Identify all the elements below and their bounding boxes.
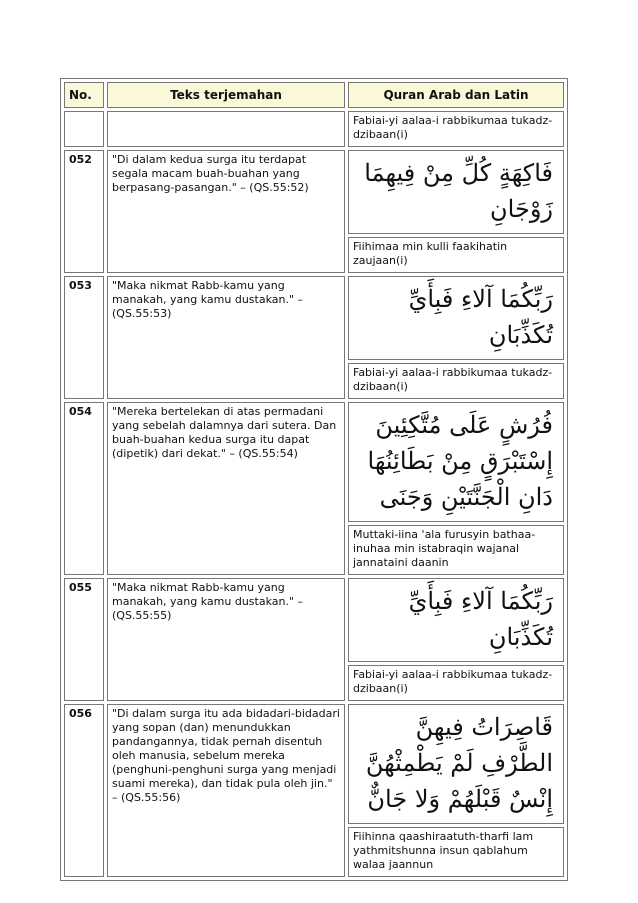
verse-translation: "Maka nikmat Rabb-kamu yang manakah, yang kamu dustakan." – (QS.55:53): [107, 276, 345, 399]
latin-transliteration: Fabiai-yi aalaa-i rabbikumaa tukadz-dzibaan(i): [348, 363, 564, 399]
verse-number: 052: [64, 150, 104, 273]
table-row: [64, 578, 564, 662]
cell-no: [64, 111, 104, 147]
table-row: [64, 150, 564, 234]
latin-transliteration: Muttaki-iina 'ala furusyin bathaa-inuhaa min istabraqin wajanal jannataini daanin: [348, 525, 564, 575]
arabic-text: رَبِّكُمَا آلاءِ فَبِأَيِّ تُكَذِّبَانِ: [348, 276, 564, 360]
verse-table: [60, 78, 568, 881]
verse-number: 056: [64, 704, 104, 877]
verse-number: 053: [64, 276, 104, 399]
arabic-text: فَاكِهَةٍ كُلِّ مِنْ فِيهِمَا زَوْجَانِ: [348, 150, 564, 234]
latin-transliteration: Fabiai-yi aalaa-i rabbikumaa tukadz-dzibaan(i): [348, 665, 564, 701]
arabic-text: فُرُشٍ عَلَى مُتَّكِئِينَ إِسْتَبْرَقٍ مِنْ بَطَائِنُهَا دَانِ الْجَنَّتَيْنِ وَجَنَى: [348, 402, 564, 522]
verse-number: 055: [64, 578, 104, 701]
table-row: [64, 111, 564, 147]
verse-number: 054: [64, 402, 104, 575]
table-row: [64, 276, 564, 360]
latin-transliteration: Fiihimaa min kulli faakihatin zaujaan(i): [348, 237, 564, 273]
arabic-text: رَبِّكُمَا آلاءِ فَبِأَيِّ تُكَذِّبَانِ: [348, 578, 564, 662]
header-no: No.: [64, 82, 104, 108]
verse-translation: "Mereka bertelekan di atas permadani yang sebelah dalamnya dari sutera. Dan buah-buahan kedua surga itu dapat (dipetik) dari dekat." – (QS.55:54): [107, 402, 345, 575]
table-row: [64, 402, 564, 522]
verse-translation: "Maka nikmat Rabb-kamu yang manakah, yang kamu dustakan." – (QS.55:55): [107, 578, 345, 701]
verse-translation: "Di dalam kedua surga itu terdapat segala macam buah-buahan yang berpasang-pasangan." – (QS.55:52): [107, 150, 345, 273]
cell-terjemahan: [107, 111, 345, 147]
arabic-text: قَاصِرَاتُ فِيهِنَّ الطَّرْفِ لَمْ يَطْمِثْهُنَّ إِنْسٌ قَبْلَهُمْ وَلا جَانٌّ: [348, 704, 564, 824]
cell-latin: Fabiai-yi aalaa-i rabbikumaa tukadz-dzibaan(i): [348, 111, 564, 147]
header-terjemahan: Teks terjemahan: [107, 82, 345, 108]
latin-transliteration: Fiihinna qaashiraatuth-tharfi lam yathmitshunna insun qablahum walaa jaannun: [348, 827, 564, 877]
table-row: [64, 704, 564, 824]
document-page: [60, 78, 568, 881]
header-arab-latin: Quran Arab dan Latin: [348, 82, 564, 108]
table-header-row: [64, 82, 564, 108]
verse-translation: "Di dalam surga itu ada bidadari-bidadari yang sopan (dan) menundukkan pandangannya, tidak pernah disentuh oleh manusia, sebelum mereka (penghuni-penghuni surga yang menjadi suami mereka), dan tidak pula oleh jin." – (QS.55:56): [107, 704, 345, 877]
